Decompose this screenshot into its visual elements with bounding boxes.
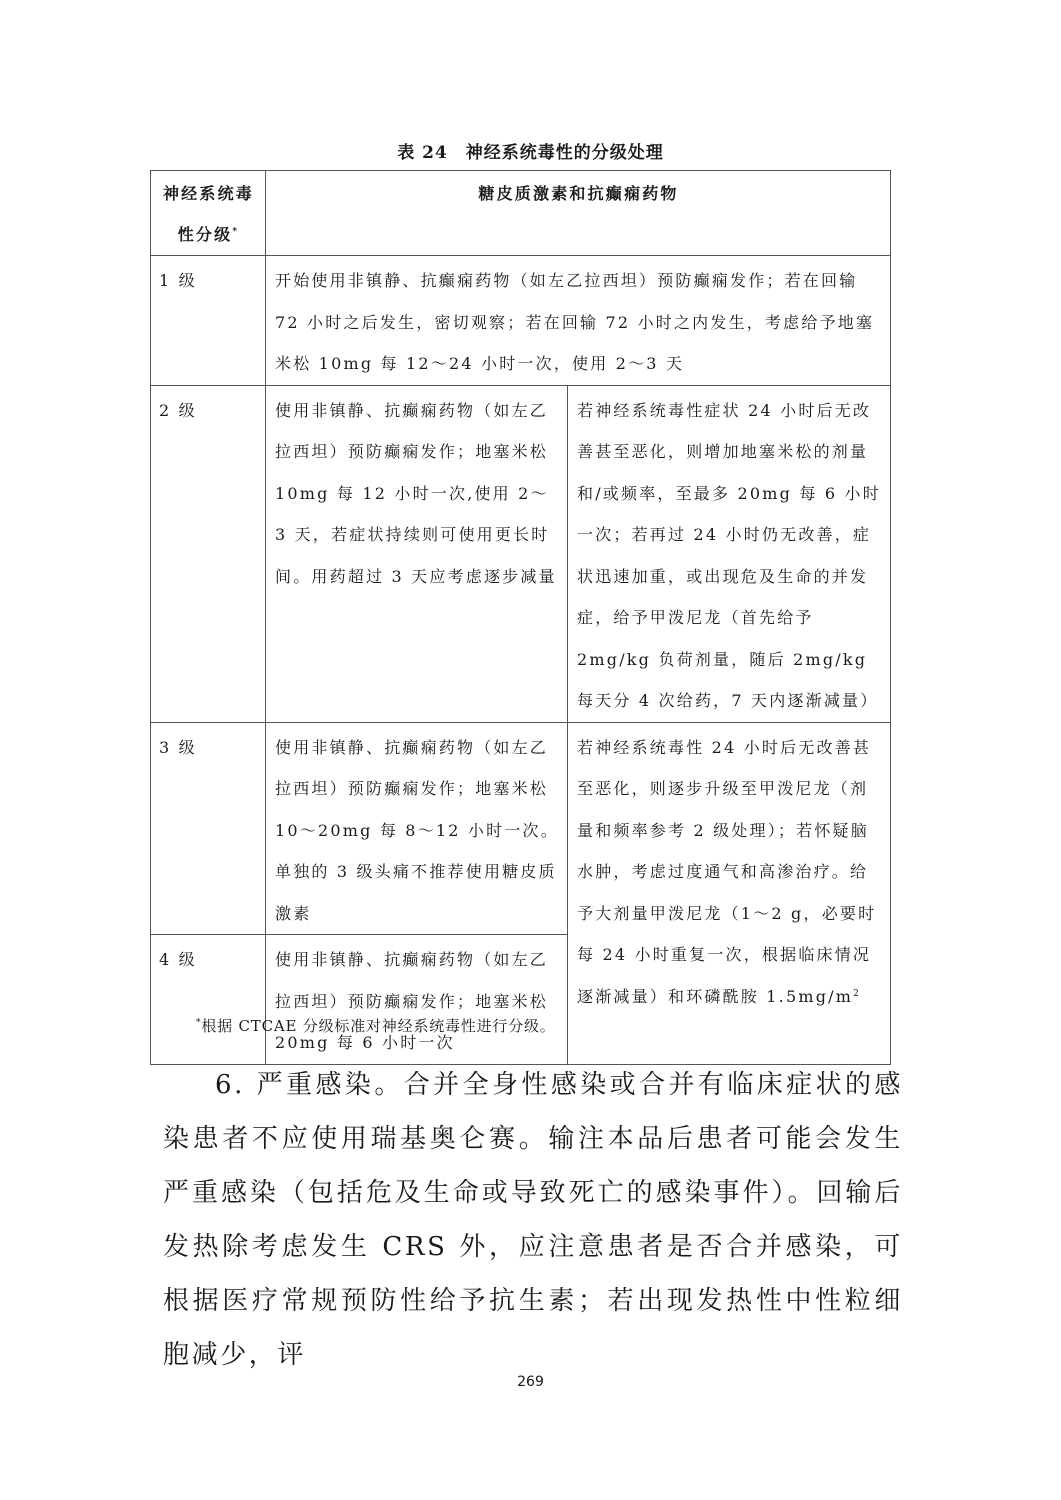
grade-cell: 4 级 — [151, 935, 266, 1065]
treatment-cell-left: 使用非镇静、抗癫痫药物（如左乙拉西坦）预防癫痫发作；地塞米松 20mg 每 6 小时一次 — [266, 935, 568, 1065]
treatment-cell-right-shared: 若神经系统毒性 24 小时后无改善甚至恶化，则逐步升级至甲泼尼龙（剂量和频率参考 2 级处理）；若怀疑脑水肿，考虑过度通气和高渗治疗。给予大剂量甲泼尼龙（1～2 g，必要时每 24 小时重复一次，根据临床情况逐渐减量）和环磷酰胺 $1.5mg/m^2$ — [568, 722, 891, 1064]
neurotoxicity-grading-table — [150, 170, 891, 1065]
treatment-cell: 开始使用非镇静、抗癫痫药物（如左乙拉西坦）预防癫痫发作；若在回输 72 小时之后发生，密切观察；若在回输 72 小时之内发生，考虑给予地塞米松 10mg 每 12～24 小时一次，使用 2～3 天 — [266, 256, 891, 386]
body-paragraph: 6. 严重感染。合并全身性感染或合并有临床症状的感染患者不应使用瑞基奥仑赛。输注本品后患者可能会发生严重感染（包括危及生命或导致死亡的感染事件）。回输后发热除考虑发生 CRS 外，应注意患者是否合并感染，可根据医疗常规预防性给予抗生素；若出现发热性中性粒细胞减少，评 — [163, 1070, 903, 1370]
grade-cell: 1 级 — [151, 256, 266, 386]
table-header-row — [151, 171, 891, 256]
table-row — [151, 256, 891, 386]
table-caption: 表 24 神经系统毒性的分级处理 — [397, 143, 664, 163]
header-grade: 神经系统毒性分级* — [151, 171, 266, 256]
header-treatment: 糖皮质激素和抗癫痫药物 — [266, 171, 891, 256]
table-row — [151, 722, 891, 935]
grade-cell: 2 级 — [151, 385, 266, 722]
table-row — [151, 385, 891, 722]
treatment-cell-left: 使用非镇静、抗癫痫药物（如左乙拉西坦）预防癫痫发作；地塞米松 10～20mg 每 8～12 小时一次。单独的 3 级头痛不推荐使用糖皮质激素 — [266, 722, 568, 935]
page-number: 269 — [517, 1374, 544, 1390]
treatment-cell-left: 使用非镇静、抗癫痫药物（如左乙拉西坦）预防癫痫发作；地塞米松 10mg 每 12 小时一次,使用 2～3 天，若症状持续则可使用更长时间。用药超过 3 天应考虑逐步减量 — [266, 385, 568, 722]
grade-cell: 3 级 — [151, 722, 266, 935]
table-footnote: *根据 CTCAE 分级标准对神经系统毒性进行分级。 — [196, 1017, 556, 1035]
treatment-cell-right: 若神经系统毒性症状 24 小时后无改善甚至恶化，则增加地塞米松的剂量和/或频率，至最多 20mg 每 6 小时一次；若再过 24 小时仍无改善，症状迅速加重，或出现危及生命的并发症，给予甲泼尼龙（首先给予 2mg/kg 负荷剂量，随后 2mg/kg 每天分 4 次给药，7 天内逐渐减量） — [568, 385, 891, 722]
